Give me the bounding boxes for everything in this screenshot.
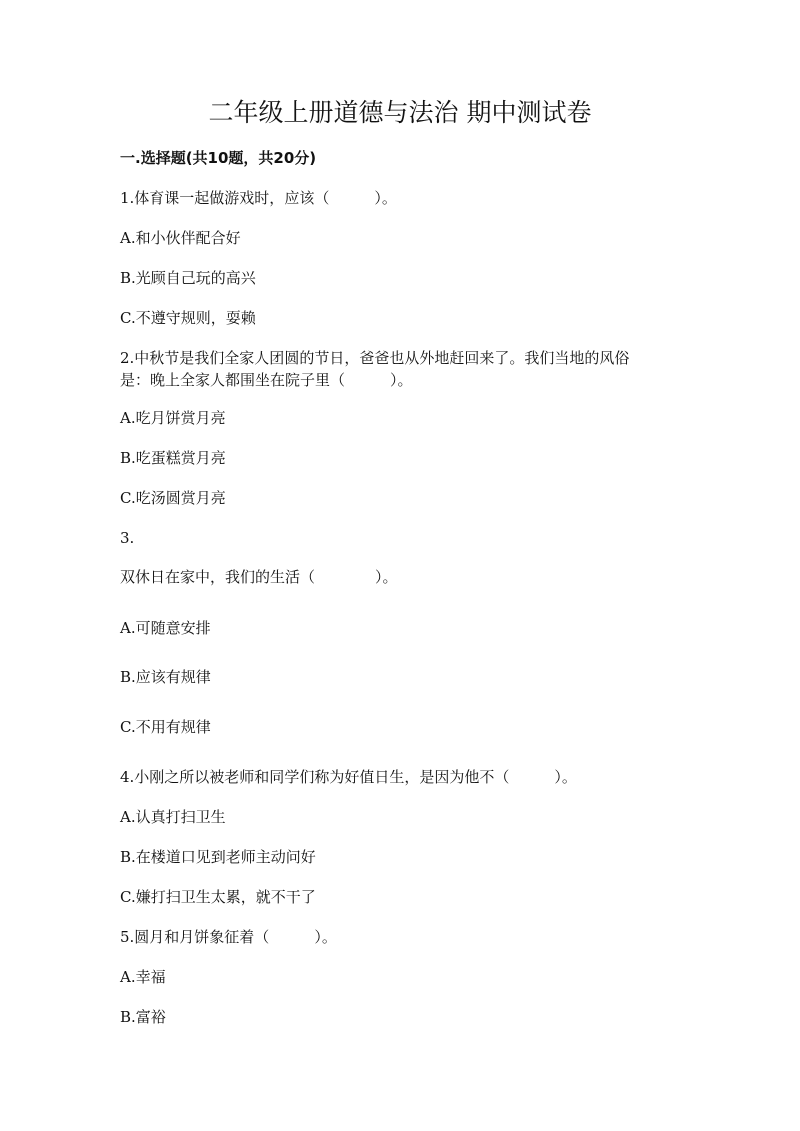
question-4-option-c: C.嫌打扫卫生太累，就不干了 <box>120 888 316 906</box>
question-4-option-a: A.认真打扫卫生 <box>120 808 226 826</box>
question-3-option-a: A.可随意安排 <box>120 619 211 637</box>
section-heading: 一.选择题(共10题，共20分) <box>120 149 317 167</box>
question-4-stem: 4.小刚之所以被老师和同学们称为好值日生，是因为他不（ ）。 <box>120 768 577 786</box>
question-2-stem-line-1: 2.中秋节是我们全家人团圆的节日，爸爸也从外地赶回来了。我们当地的风俗 <box>120 349 630 367</box>
question-3-option-b: B.应该有规律 <box>120 668 211 686</box>
question-1-option-b: B.光顾自己玩的高兴 <box>120 269 256 287</box>
question-3-option-c: C.不用有规律 <box>120 718 211 736</box>
question-3-stem: 双休日在家中，我们的生活（ ）。 <box>120 568 398 586</box>
question-1-option-c: C.不遵守规则，耍赖 <box>120 309 256 327</box>
question-2-option-c: C.吃汤圆赏月亮 <box>120 489 226 507</box>
page-title: 二年级上册道德与法治 期中测试卷 <box>208 98 592 127</box>
question-1-option-a: A.和小伙伴配合好 <box>120 229 241 247</box>
question-5-option-a: A.幸福 <box>120 968 166 986</box>
question-2-option-a: A.吃月饼赏月亮 <box>120 409 226 427</box>
question-2-stem-line-2: 是：晚上全家人都围坐在院子里（ ）。 <box>120 371 413 389</box>
question-2-option-b: B.吃蛋糕赏月亮 <box>120 449 226 467</box>
question-3-number: 3. <box>120 529 135 547</box>
question-5-stem: 5.圆月和月饼象征着（ ）。 <box>120 928 337 946</box>
question-1-stem: 1.体育课一起做游戏时，应该（ ）。 <box>120 189 397 207</box>
question-4-option-b: B.在楼道口见到老师主动问好 <box>120 848 316 866</box>
question-5-option-b: B.富裕 <box>120 1008 166 1026</box>
